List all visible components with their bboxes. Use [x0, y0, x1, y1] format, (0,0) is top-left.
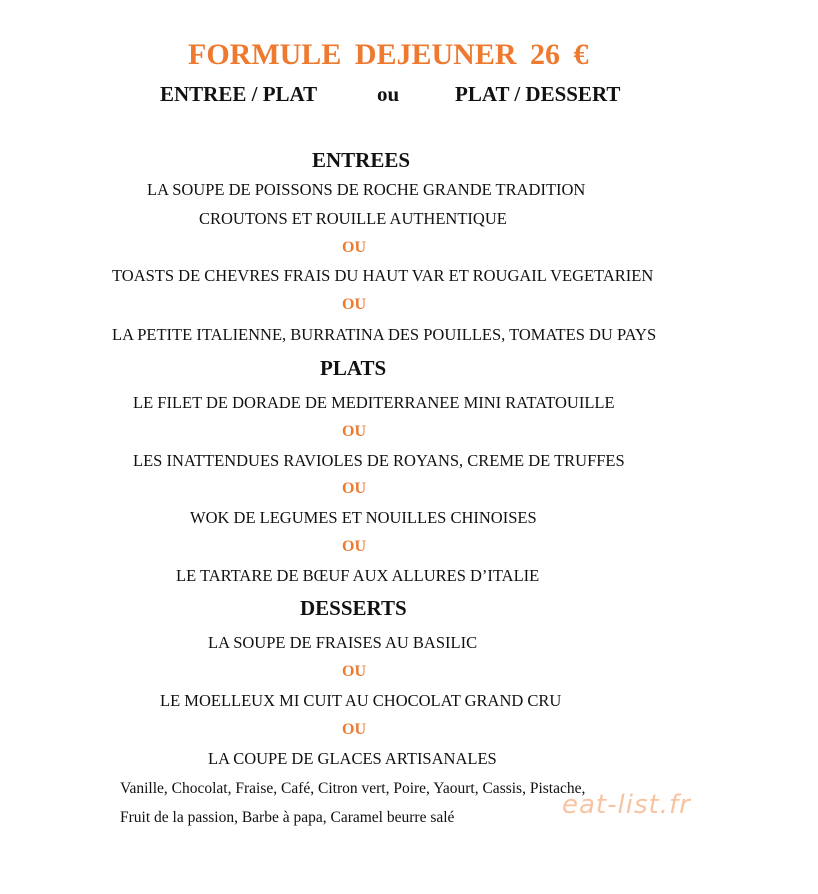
plat-item-4: LE TARTARE DE BŒUF AUX ALLURES D’ITALIE [176, 566, 540, 585]
formula-option-or: ou [377, 82, 400, 106]
or-separator: OU [342, 721, 366, 738]
or-separator: OU [342, 663, 366, 680]
ice-cream-flavors-line-2: Fruit de la passion, Barbe à papa, Caramel beurre salé [120, 809, 455, 826]
dessert-item-1: LA SOUPE DE FRAISES AU BASILIC [208, 633, 478, 652]
section-heading-plats: PLATS [320, 356, 387, 380]
plat-item-3: WOK DE LEGUMES ET NOUILLES CHINOISES [190, 508, 537, 527]
dessert-item-2: LE MOELLEUX MI CUIT AU CHOCOLAT GRAND CRU [160, 691, 562, 710]
ice-cream-flavors-line-1: Vanille, Chocolat, Fraise, Café, Citron vert, Poire, Yaourt, Cassis, Pistache, [120, 780, 586, 797]
section-heading-entrees: ENTREES [312, 148, 411, 172]
or-separator: OU [342, 423, 366, 440]
dessert-item-3: LA COUPE DE GLACES ARTISANALES [208, 749, 497, 768]
plat-item-1: LE FILET DE DORADE DE MEDITERRANEE MINI RATATOUILLE [133, 393, 615, 412]
plat-item-2: LES INATTENDUES RAVIOLES DE ROYANS, CREME DE TRUFFES [133, 451, 625, 470]
or-separator: OU [342, 296, 366, 313]
formula-option-starter-main: ENTREE / PLAT [160, 82, 318, 106]
formula-option-main-dessert: PLAT / DESSERT [455, 82, 621, 106]
or-separator: OU [342, 239, 366, 256]
entree-item-1-line-1: LA SOUPE DE POISSONS DE ROCHE GRANDE TRADITION [147, 180, 586, 199]
watermark: eat-list.fr [562, 790, 691, 820]
menu-title: FORMULE DEJEUNER 26 € [188, 38, 589, 71]
or-separator: OU [342, 538, 366, 555]
or-separator: OU [342, 480, 366, 497]
section-heading-desserts: DESSERTS [300, 596, 407, 620]
entree-item-2: TOASTS DE CHEVRES FRAIS DU HAUT VAR ET ROUGAIL VEGETARIEN [112, 266, 654, 285]
entree-item-3: LA PETITE ITALIENNE, BURRATINA DES POUILLES, TOMATES DU PAYS [112, 325, 657, 344]
entree-item-1-line-2: CROUTONS ET ROUILLE AUTHENTIQUE [199, 209, 507, 228]
